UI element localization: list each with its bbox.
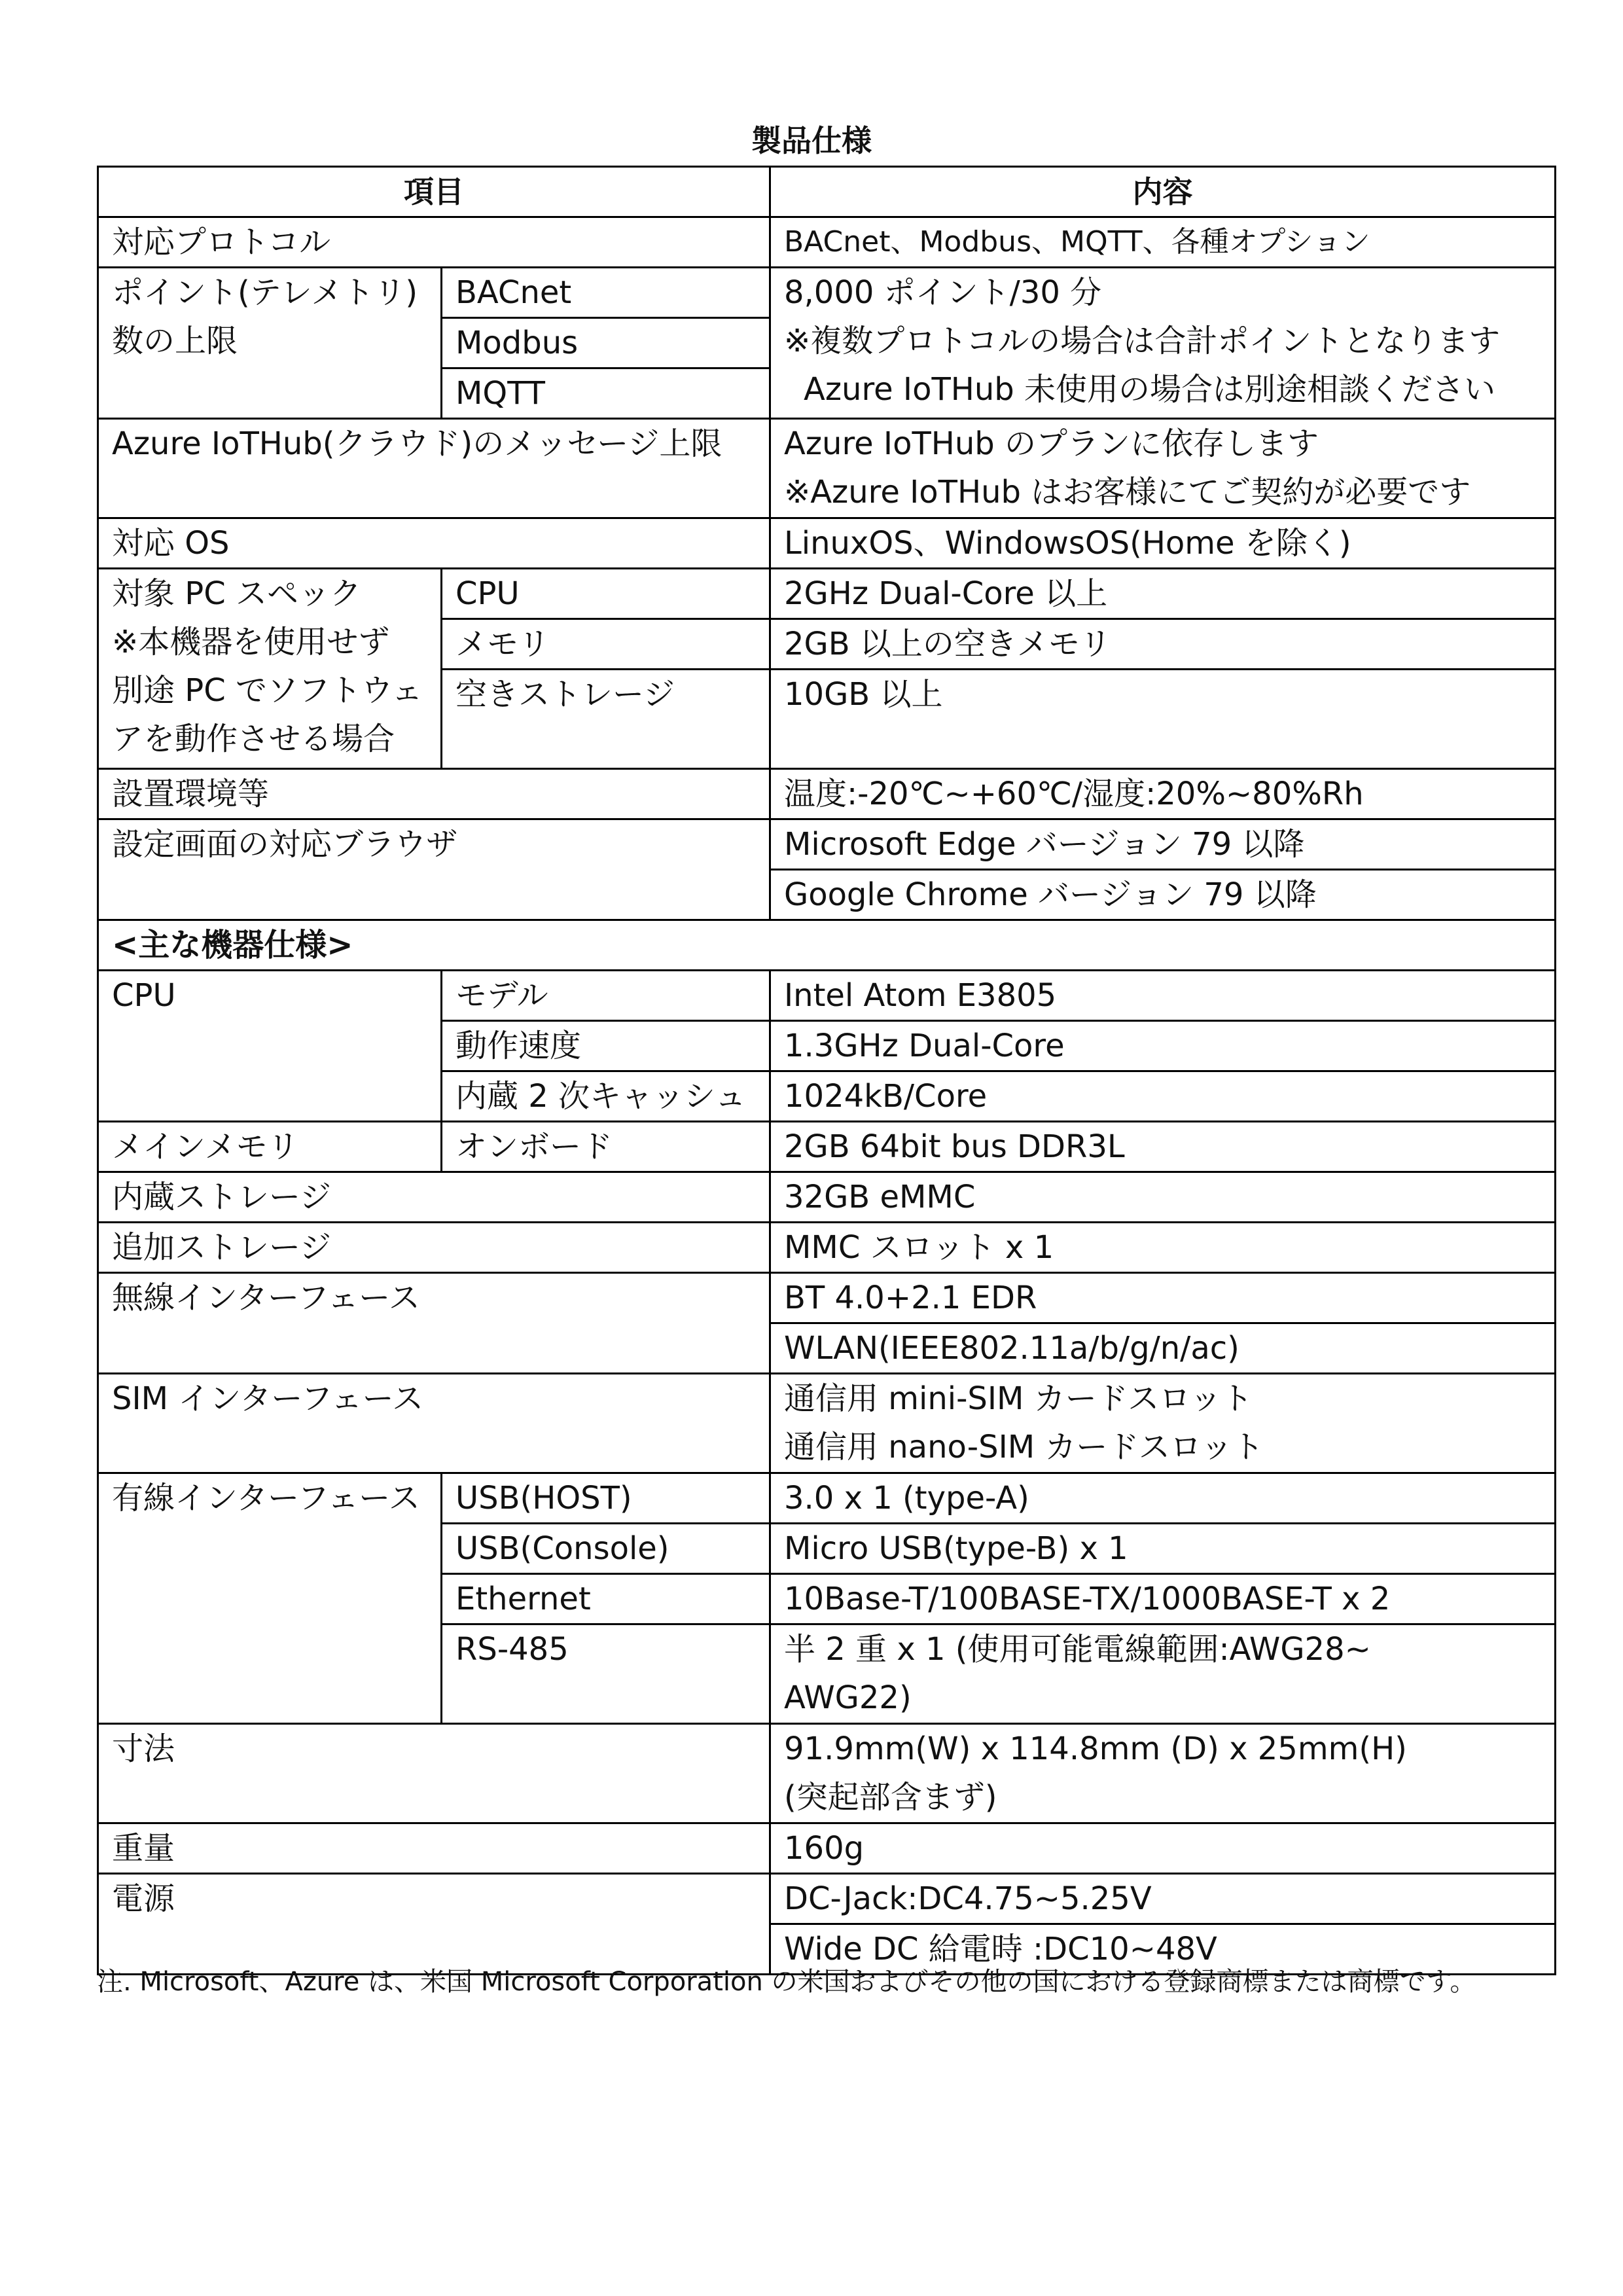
wireless-wlan: WLAN(IEEE802.11a/b/g/n/ac) (770, 1323, 1556, 1374)
table-row (98, 819, 1556, 870)
usb-console-label: USB(Console) (442, 1524, 770, 1574)
rs485-value-line: AWG22) (784, 1679, 912, 1716)
pc-memory-label: メモリ (442, 619, 770, 670)
cpu-speed-label: 動作速度 (442, 1021, 770, 1071)
ethernet-value: 10Base-T/100BASE-TX/1000BASE-T x 2 (770, 1574, 1556, 1624)
table-row (98, 1172, 1556, 1223)
pc-spec-label-line: 対象 PC スペック (112, 575, 361, 612)
azure-value-line: ※Azure IoTHub はお客様にてご契約が必要です (784, 474, 1471, 511)
pc-storage-value: 10GB 以上 (770, 670, 1556, 769)
spec-table (97, 166, 1556, 1975)
azure-value (770, 419, 1556, 518)
points-label-line: ポイント(テレメトリ) (112, 274, 418, 311)
dimensions-value-line: 91.9mm(W) x 114.8mm (D) x 25mm(H) (784, 1731, 1407, 1767)
browser-edge: Microsoft Edge バージョン 79 以降 (770, 819, 1556, 870)
main-section-title: <主な機器仕様> (98, 920, 1556, 971)
cpu-model-label: モデル (442, 971, 770, 1021)
cpu-label: CPU (98, 971, 442, 1122)
ethernet-label: Ethernet (442, 1574, 770, 1624)
environment-label: 設置環境等 (98, 769, 770, 819)
points-value-line: 8,000 ポイント/30 分 (784, 274, 1102, 311)
points-value-line: Azure IoTHub 未使用の場合は別途相談ください (804, 371, 1496, 408)
table-row (98, 971, 1556, 1021)
browser-chrome: Google Chrome バージョン 79 以降 (770, 870, 1556, 920)
table-row (98, 1823, 1556, 1874)
dimensions-value (770, 1724, 1556, 1823)
additional-storage-value: MMC スロット x 1 (770, 1223, 1556, 1273)
table-row (98, 518, 1556, 569)
pc-storage-label: 空きストレージ (442, 670, 770, 769)
wired-label: 有線インターフェース (98, 1473, 442, 1724)
table-row (98, 1122, 1556, 1172)
page-title: 製品仕様 (751, 123, 872, 158)
dimensions-value-line: (突起部含まず) (784, 1779, 997, 1816)
dimensions-label: 寸法 (98, 1724, 770, 1823)
header-content: 内容 (770, 167, 1556, 217)
power-dc-jack: DC-Jack:DC4.75~5.25V (770, 1874, 1556, 1924)
cpu-speed-value: 1.3GHz Dual-Core (770, 1021, 1556, 1071)
points-sub-modbus: Modbus (442, 318, 770, 368)
header-item: 項目 (98, 167, 770, 217)
main-memory-sub: オンボード (442, 1122, 770, 1172)
main-memory-label: メインメモリ (98, 1122, 442, 1172)
pc-cpu-label: CPU (442, 569, 770, 619)
points-value-line: ※複数プロトコルの場合は合計ポイントとなります (784, 323, 1501, 359)
table-row (98, 419, 1556, 518)
table-row (98, 569, 1556, 619)
wireless-label: 無線インターフェース (98, 1273, 770, 1374)
usb-host-label: USB(HOST) (442, 1473, 770, 1524)
section-row (98, 920, 1556, 971)
points-label-line: 数の上限 (112, 323, 238, 359)
sim-label: SIM インターフェース (98, 1374, 770, 1473)
cpu-model-value: Intel Atom E3805 (770, 971, 1556, 1021)
environment-value: 温度:-20℃~+60℃/湿度:20%~80%Rh (770, 769, 1556, 819)
table-row (98, 1473, 1556, 1524)
rs485-value-line: 半 2 重 x 1 (使用可能電線範囲:AWG28~ (784, 1631, 1371, 1668)
main-memory-value: 2GB 64bit bus DDR3L (770, 1122, 1556, 1172)
weight-value: 160g (770, 1823, 1556, 1874)
wireless-bt: BT 4.0+2.1 EDR (770, 1273, 1556, 1323)
points-value (770, 268, 1556, 419)
points-label (98, 268, 442, 419)
power-wide-dc: Wide DC 給電時 :DC10~48V (770, 1924, 1556, 1975)
browser-label: 設定画面の対応ブラウザ (98, 819, 770, 920)
usb-host-value: 3.0 x 1 (type-A) (770, 1473, 1556, 1524)
sim-mini: 通信用 mini-SIM カードスロット (784, 1380, 1253, 1417)
table-header-row (98, 167, 1556, 217)
rs485-value (770, 1624, 1556, 1724)
pc-spec-label-line: ※本機器を使用せず (112, 624, 390, 660)
protocol-label: 対応プロトコル (98, 217, 770, 268)
pc-spec-label-line: 別途 PC でソフトウェ (112, 672, 423, 709)
azure-value-line: Azure IoTHub のプランに依存します (784, 425, 1319, 462)
pc-spec-label-line: アを動作させる場合 (112, 721, 395, 757)
trademark-note: 注. Microsoft、Azure は、米国 Microsoft Corporation の米国およびその他の国における登録商標または商標です。 (97, 1967, 1476, 1997)
points-sub-bacnet: BACnet (442, 268, 770, 318)
internal-storage-label: 内蔵ストレージ (98, 1172, 770, 1223)
azure-label: Azure IoTHub(クラウド)のメッセージ上限 (98, 419, 770, 518)
additional-storage-label: 追加ストレージ (98, 1223, 770, 1273)
pc-memory-value: 2GB 以上の空きメモリ (770, 619, 1556, 670)
power-label: 電源 (98, 1874, 770, 1975)
pc-cpu-value: 2GHz Dual-Core 以上 (770, 569, 1556, 619)
pc-spec-label (98, 569, 442, 769)
table-row (98, 1724, 1556, 1823)
points-sub-mqtt: MQTT (442, 368, 770, 419)
internal-storage-value: 32GB eMMC (770, 1172, 1556, 1223)
usb-console-value: Micro USB(type-B) x 1 (770, 1524, 1556, 1574)
protocol-value: BACnet、Modbus、MQTT、各種オプション (770, 217, 1556, 268)
rs485-label: RS-485 (442, 1624, 770, 1724)
table-row (98, 217, 1556, 268)
os-value: LinuxOS、WindowsOS(Home を除く) (770, 518, 1556, 569)
cpu-cache-value: 1024kB/Core (770, 1071, 1556, 1122)
sim-nano: 通信用 nano-SIM カードスロット (784, 1429, 1264, 1465)
table-row (98, 268, 1556, 318)
weight-label: 重量 (98, 1823, 770, 1874)
table-row (98, 1874, 1556, 1924)
table-row (98, 1223, 1556, 1273)
table-row (98, 1374, 1556, 1473)
os-label: 対応 OS (98, 518, 770, 569)
cpu-cache-label: 内蔵 2 次キャッシュ (442, 1071, 770, 1122)
table-row (98, 769, 1556, 819)
sim-value (770, 1374, 1556, 1473)
table-row (98, 1273, 1556, 1323)
